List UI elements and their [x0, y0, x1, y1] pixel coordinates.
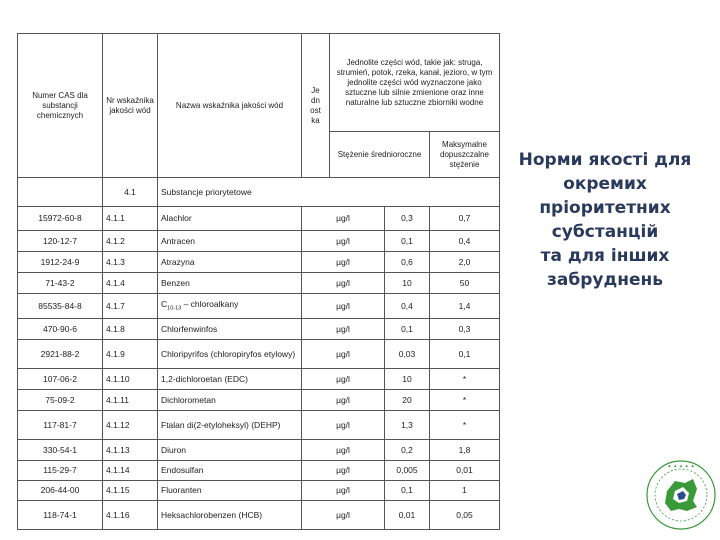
avg-cell: 0,4	[385, 294, 430, 319]
nr-cell: 4.1.3	[103, 252, 158, 273]
nr-cell: 4.1.10	[103, 369, 158, 390]
name-cell: Benzen	[158, 273, 302, 294]
avg-cell: 0,6	[385, 252, 430, 273]
header-row-1	[18, 34, 500, 132]
max-cell: 0,4	[430, 231, 500, 252]
nr-cell: 4.1.8	[103, 319, 158, 340]
table-row	[18, 461, 500, 481]
unit-cell: µg/l	[302, 481, 385, 501]
avg-cell: 0,2	[385, 440, 430, 461]
avg-cell: 10	[385, 369, 430, 390]
slide-title-line-1: Норми якості для	[518, 150, 692, 170]
name-cell: Chlorfenwinfos	[158, 319, 302, 340]
section-row	[18, 178, 500, 207]
avg-cell: 0,1	[385, 481, 430, 501]
unit-cell: µg/l	[302, 207, 385, 231]
max-cell: 1	[430, 481, 500, 501]
cas-cell: 71-43-2	[18, 273, 103, 294]
section-name: Substancje priorytetowe	[158, 178, 500, 207]
max-cell: 2,0	[430, 252, 500, 273]
table-row	[18, 481, 500, 501]
name-cell	[158, 294, 302, 319]
name-cell: Chloripyrifos (chloropiryfos etylowy)	[158, 340, 302, 369]
unit-cell: µg/l	[302, 294, 385, 319]
unit-cell: µg/l	[302, 369, 385, 390]
unit-cell: µg/l	[302, 231, 385, 252]
max-cell: *	[430, 390, 500, 411]
nr-cell: 4.1.4	[103, 273, 158, 294]
cas-cell: 115-29-7	[18, 461, 103, 481]
header-name: Nazwa wskaźnika jakości wód	[158, 34, 302, 178]
cas-cell: 330-54-1	[18, 440, 103, 461]
name-cell: Diuron	[158, 440, 302, 461]
nr-cell: 4.1.1	[103, 207, 158, 231]
cas-cell: 118-74-1	[18, 501, 103, 530]
header-max: Maksymalne dopuszczalne stężenie	[430, 132, 500, 178]
unit-cell: µg/l	[302, 501, 385, 530]
avg-cell: 10	[385, 273, 430, 294]
unit-cell: µg/l	[302, 319, 385, 340]
nr-cell: 4.1.13	[103, 440, 158, 461]
header-avg: Stężenie średnioroczne	[330, 132, 430, 178]
cas-cell: 75-09-2	[18, 390, 103, 411]
cas-cell: 206-44-00	[18, 481, 103, 501]
unit-cell: µg/l	[302, 340, 385, 369]
table-row	[18, 252, 500, 273]
cas-cell: 85535-84-8	[18, 294, 103, 319]
max-cell: 0,3	[430, 319, 500, 340]
quality-standards-table-wrap	[17, 33, 499, 530]
name-rest: – chloroalkany	[181, 299, 239, 310]
name-cell: Endosulfan	[158, 461, 302, 481]
header-nr: Nr wskaźnika jakości wód	[103, 34, 158, 178]
name-cell: Atrazyna	[158, 252, 302, 273]
avg-cell: 0,005	[385, 461, 430, 481]
table-row	[18, 411, 500, 440]
slide-title-line-5: та для інших	[540, 246, 670, 266]
cas-cell: 2921-88-2	[18, 340, 103, 369]
table-row	[18, 231, 500, 252]
cas-cell: 1912-24-9	[18, 252, 103, 273]
header-unit	[302, 34, 330, 178]
max-cell: 50	[430, 273, 500, 294]
name-subscript: 10-13	[167, 305, 182, 312]
slide-title	[505, 148, 705, 292]
cas-cell: 117-81-7	[18, 411, 103, 440]
max-cell: *	[430, 369, 500, 390]
name-cell: 1,2-dichloroetan (EDC)	[158, 369, 302, 390]
avg-cell: 0,01	[385, 501, 430, 530]
name-cell: Alachlor	[158, 207, 302, 231]
header-cas: Numer CAS dla substancji chemicznych	[18, 34, 103, 178]
nr-cell: 4.1.9	[103, 340, 158, 369]
unit-cell: µg/l	[302, 390, 385, 411]
name-prefix: C	[161, 299, 168, 310]
max-cell: 1,8	[430, 440, 500, 461]
unit-cell: µg/l	[302, 252, 385, 273]
cas-cell: 470-90-6	[18, 319, 103, 340]
table-row	[18, 440, 500, 461]
max-cell: 1,4	[430, 294, 500, 319]
nr-cell: 4.1.14	[103, 461, 158, 481]
slide-title-line-2: окремих	[563, 174, 647, 194]
table-row	[18, 340, 500, 369]
table-row	[18, 369, 500, 390]
section-cas	[18, 178, 103, 207]
unit-cell: µg/l	[302, 440, 385, 461]
table-row	[18, 390, 500, 411]
avg-cell: 0,1	[385, 231, 430, 252]
unit-cell: µg/l	[302, 273, 385, 294]
name-cell: Ftalan di(2-etyloheksyl) (DEHP)	[158, 411, 302, 440]
avg-cell: 20	[385, 390, 430, 411]
nr-cell: 4.1.11	[103, 390, 158, 411]
table-row	[18, 319, 500, 340]
table-row	[18, 207, 500, 231]
avg-cell: 0,1	[385, 319, 430, 340]
table-row	[18, 501, 500, 530]
svg-text:✦ ✦ ✦ ✦ ✦: ✦ ✦ ✦ ✦ ✦	[667, 464, 695, 470]
name-cell: Antracen	[158, 231, 302, 252]
unit-cell: µg/l	[302, 461, 385, 481]
max-cell: 0,7	[430, 207, 500, 231]
quality-standards-table	[17, 33, 500, 530]
cas-cell: 107-06-2	[18, 369, 103, 390]
max-cell: 0,1	[430, 340, 500, 369]
slide-title-line-4: субстанцій	[551, 222, 659, 242]
nr-cell: 4.1.15	[103, 481, 158, 501]
nr-cell: 4.1.7	[103, 294, 158, 319]
avg-cell: 0,03	[385, 340, 430, 369]
table-row	[18, 273, 500, 294]
nr-cell: 4.1.16	[103, 501, 158, 530]
header-group: Jednolite części wód, takie jak: struga, strumień, potok, rzeka, kanał, jezioro, w tym jednolite części wód wyznaczone jako sztuczne lub silnie zmienione oraz inne naturalne lub sztuczne zbiorniki wodne	[330, 34, 500, 132]
seal-icon	[643, 457, 719, 533]
header-unit-text: Je dn ost ka	[310, 85, 321, 125]
cas-cell: 15972-60-8	[18, 207, 103, 231]
cas-cell: 120-12-7	[18, 231, 103, 252]
regional-seal-logo	[643, 457, 719, 533]
avg-cell: 0,3	[385, 207, 430, 231]
slide-title-line-3: пріоритетних	[539, 198, 671, 218]
name-cell: Fluoranten	[158, 481, 302, 501]
unit-cell: µg/l	[302, 411, 385, 440]
name-cell: Dichlorometan	[158, 390, 302, 411]
nr-cell: 4.1.2	[103, 231, 158, 252]
name-cell: Heksachlorobenzen (HCB)	[158, 501, 302, 530]
max-cell: 0,05	[430, 501, 500, 530]
max-cell: *	[430, 411, 500, 440]
table-row	[18, 294, 500, 319]
max-cell: 0,01	[430, 461, 500, 481]
nr-cell: 4.1.12	[103, 411, 158, 440]
section-nr: 4.1	[103, 178, 158, 207]
slide-title-line-6: забруднень	[547, 270, 663, 290]
avg-cell: 1,3	[385, 411, 430, 440]
